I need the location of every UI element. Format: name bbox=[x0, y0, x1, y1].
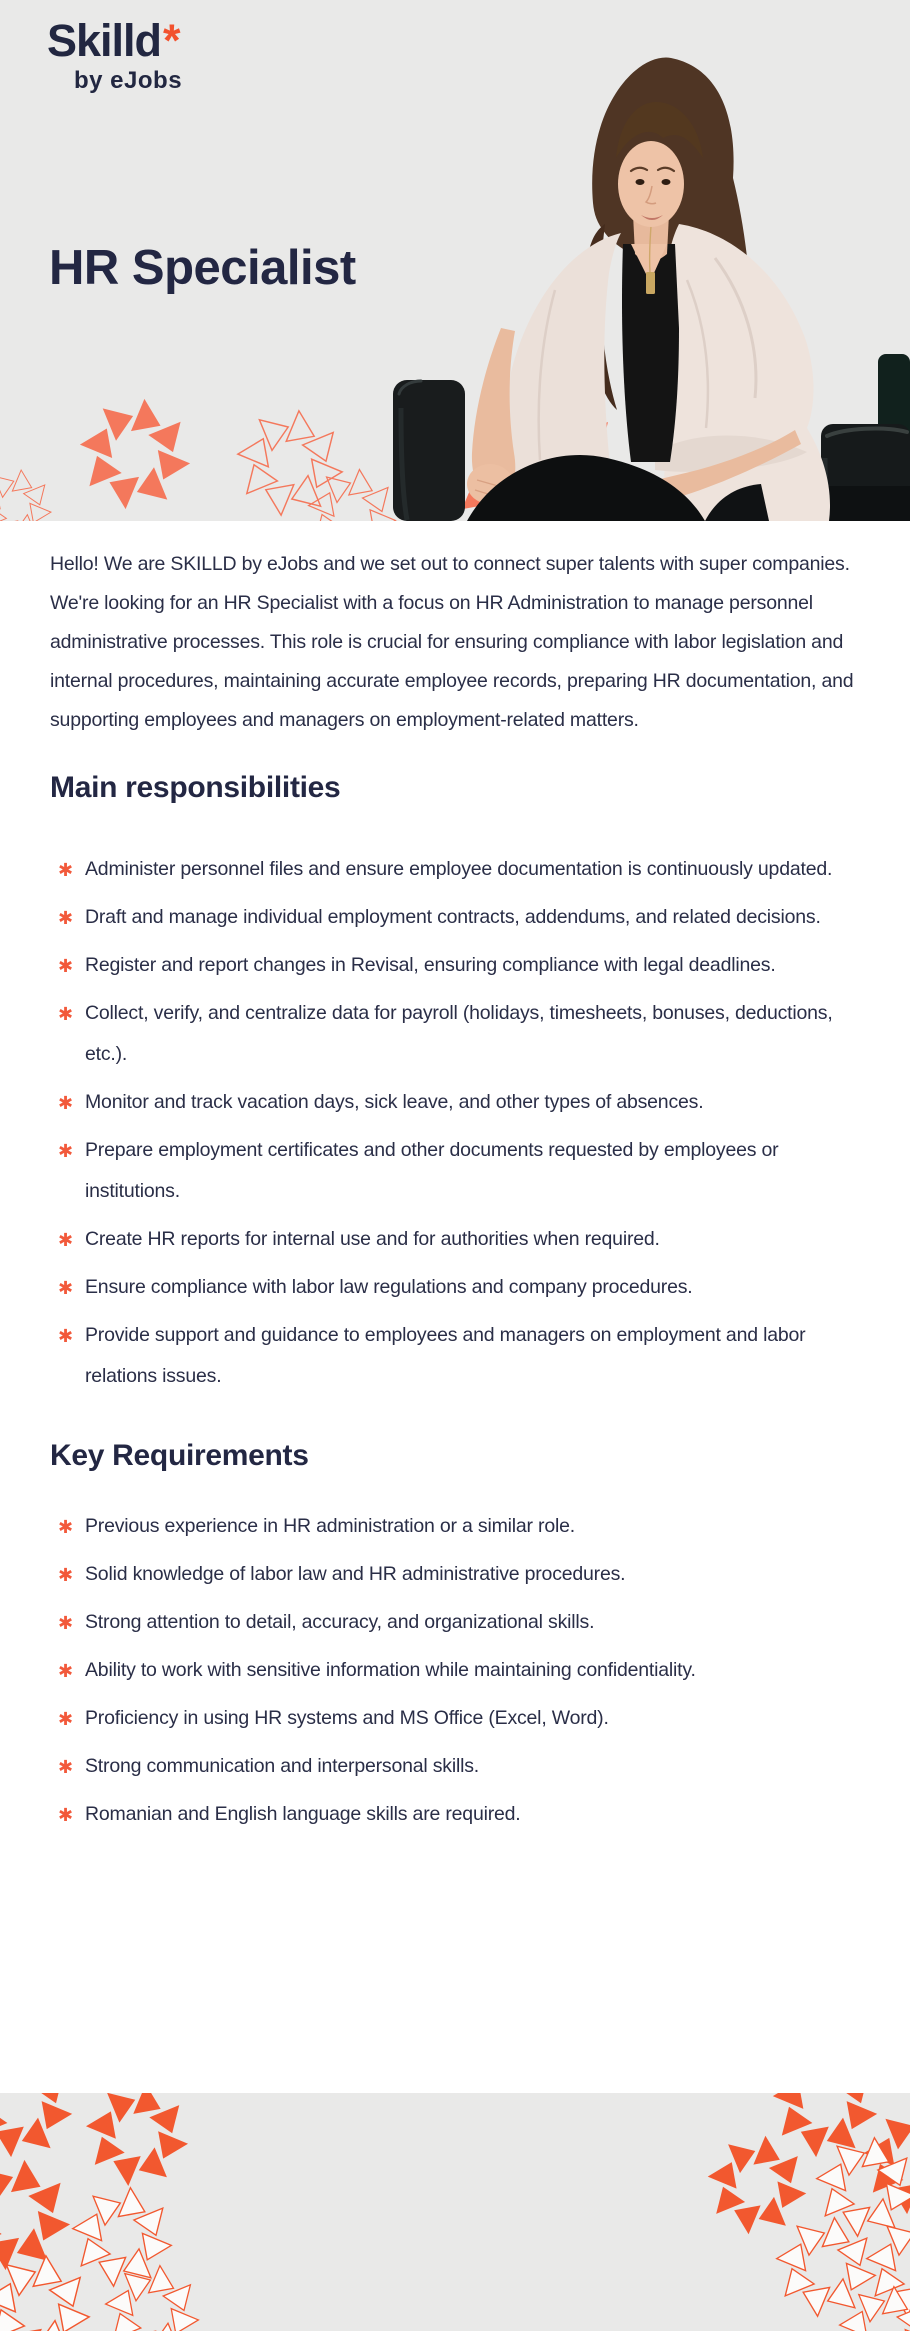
section-main-responsibilities bbox=[50, 771, 870, 1397]
list-item bbox=[58, 1267, 840, 1308]
section-heading-requirements: Key Requirements bbox=[50, 1439, 309, 1472]
list-item-text: Ability to work with sensitive information while maintaining confidentiality. bbox=[85, 1659, 696, 1681]
list-item bbox=[58, 1082, 840, 1123]
list-item-text: Strong attention to detail, accuracy, and organizational skills. bbox=[85, 1611, 595, 1633]
responsibilities-list bbox=[50, 849, 870, 1397]
footer bbox=[0, 2093, 910, 2331]
list-item bbox=[58, 1746, 840, 1787]
list-item-text: Provide support and guidance to employees and managers on employment and labor relations issues. bbox=[85, 1324, 806, 1387]
list-item bbox=[58, 1602, 840, 1643]
armchair-left-arm bbox=[393, 380, 465, 521]
asterisk-bullet-icon: ✱ bbox=[58, 860, 73, 880]
list-item bbox=[58, 1130, 840, 1212]
asterisk-bullet-icon: ✱ bbox=[58, 1093, 73, 1113]
list-item bbox=[58, 1554, 840, 1595]
eye-right bbox=[662, 179, 671, 185]
armchair-right-arm bbox=[821, 354, 910, 521]
list-item bbox=[58, 1506, 840, 1547]
face bbox=[618, 141, 684, 227]
list-item-text: Draft and manage individual employment contracts, addendums, and related decisions. bbox=[85, 906, 821, 928]
list-item bbox=[58, 993, 840, 1075]
asterisk-bullet-icon: ✱ bbox=[58, 908, 73, 928]
list-item-text: Create HR reports for internal use and for authorities when required. bbox=[85, 1228, 660, 1250]
asterisk-bullet-icon: ✱ bbox=[58, 1141, 73, 1161]
hero-photo bbox=[355, 28, 910, 521]
brand-asterisk-icon: * bbox=[163, 15, 180, 66]
asterisk-bullet-icon: ✱ bbox=[58, 1278, 73, 1298]
list-item-text: Administer personnel files and ensure employee documentation is continuously updated. bbox=[85, 858, 833, 880]
list-item bbox=[58, 1315, 840, 1397]
list-item bbox=[58, 1698, 840, 1739]
asterisk-bullet-icon: ✱ bbox=[58, 1004, 73, 1024]
asterisk-bullet-icon: ✱ bbox=[58, 1805, 73, 1825]
list-item-text: Strong communication and interpersonal skills. bbox=[85, 1755, 479, 1777]
brand-name: Skilld bbox=[47, 15, 162, 66]
list-item-text: Collect, verify, and centralize data for payroll (holidays, timesheets, bonuses, deductions, etc.). bbox=[85, 1002, 833, 1065]
brand-logo bbox=[47, 15, 183, 95]
requirements-list bbox=[50, 1506, 870, 1835]
list-item-text: Previous experience in HR administration or a similar role. bbox=[85, 1515, 575, 1537]
asterisk-bullet-icon: ✱ bbox=[58, 1613, 73, 1633]
list-item bbox=[58, 945, 840, 986]
asterisk-bullet-icon: ✱ bbox=[58, 1517, 73, 1537]
section-key-requirements bbox=[50, 1439, 870, 1835]
necklace-pendant bbox=[646, 272, 655, 294]
asterisk-bullet-icon: ✱ bbox=[58, 1326, 73, 1346]
asterisk-bullet-icon: ✱ bbox=[58, 1661, 73, 1681]
brand-name-row bbox=[47, 15, 182, 66]
asterisk-bullet-icon: ✱ bbox=[58, 1230, 73, 1250]
brand-tagline: by eJobs bbox=[74, 67, 183, 94]
section-heading-responsibilities: Main responsibilities bbox=[50, 771, 341, 804]
list-item bbox=[58, 1794, 840, 1835]
list-item-text: Register and report changes in Revisal, ensuring compliance with legal deadlines. bbox=[85, 954, 776, 976]
asterisk-bullet-icon: ✱ bbox=[58, 1757, 73, 1777]
list-item-text: Monitor and track vacation days, sick leave, and other types of absences. bbox=[85, 1091, 704, 1113]
list-item bbox=[58, 897, 840, 938]
hero-header bbox=[0, 0, 910, 521]
list-item-text: Ensure compliance with labor law regulations and company procedures. bbox=[85, 1276, 693, 1298]
asterisk-bullet-icon: ✱ bbox=[58, 956, 73, 976]
list-item bbox=[58, 1219, 840, 1260]
page-title: HR Specialist bbox=[49, 241, 356, 295]
list-item-text: Romanian and English language skills are required. bbox=[85, 1803, 521, 1825]
intro-paragraph: Hello! We are SKILLD by eJobs and we set out to connect super talents with super companies. We're looking for an HR Specialist with a focus on HR Administration to manage personnel administrative processes. This role is crucial for ensuring compliance with labor legislation and internal procedures, maintaining accurate employee records, preparing HR documentation, and supporting employees and managers on employment-related matters. bbox=[50, 553, 854, 731]
list-item-text: Prepare employment certificates and other documents requested by employees or institutions. bbox=[85, 1139, 779, 1202]
list-item bbox=[58, 849, 840, 890]
list-item-text: Proficiency in using HR systems and MS Office (Excel, Word). bbox=[85, 1707, 609, 1729]
asterisk-bullet-icon: ✱ bbox=[58, 1709, 73, 1729]
list-item bbox=[58, 1650, 840, 1691]
list-item-text: Solid knowledge of labor law and HR administrative procedures. bbox=[85, 1563, 626, 1585]
job-description-content bbox=[0, 521, 910, 2093]
eye-left bbox=[636, 179, 645, 185]
asterisk-bullet-icon: ✱ bbox=[58, 1565, 73, 1585]
